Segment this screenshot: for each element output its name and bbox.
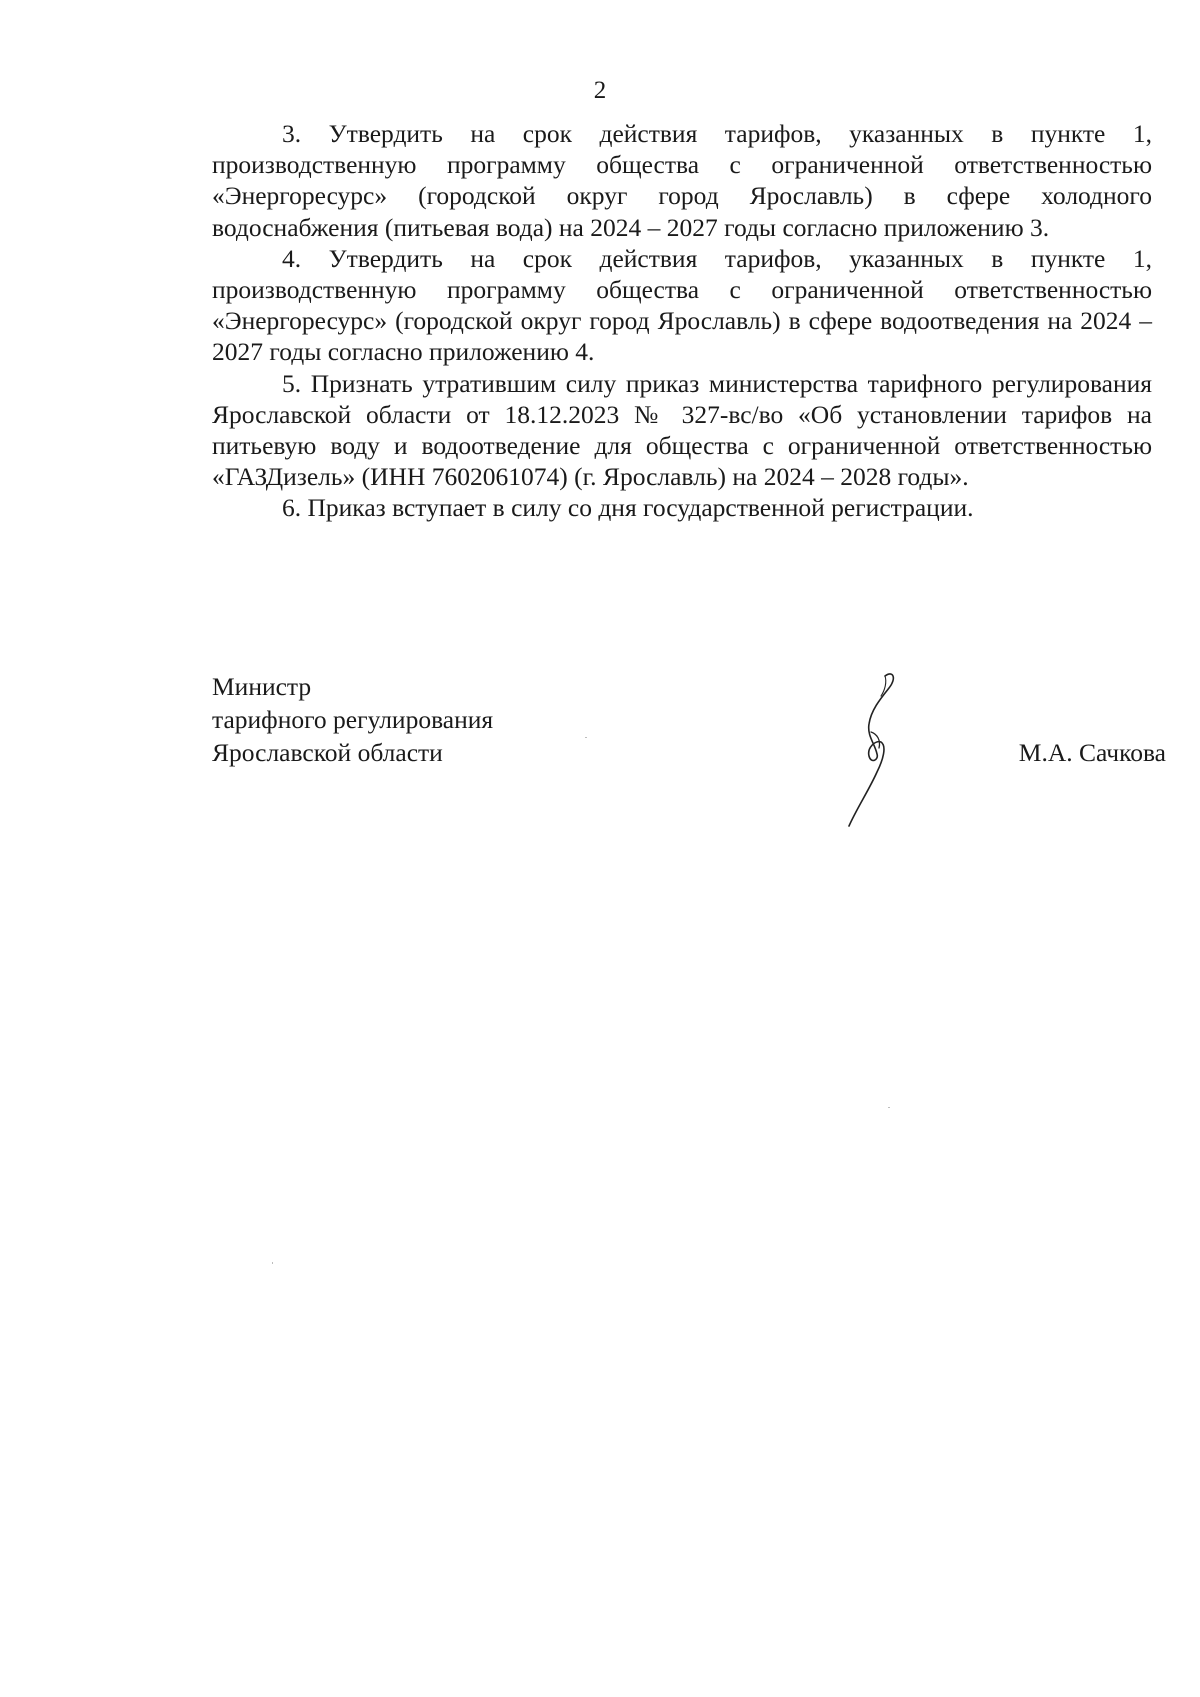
scan-speck	[585, 737, 587, 738]
paragraph-item-3: 3. Утвердить на срок действия тарифов, указанных в пункте 1, производственную программу общества с ограниченной ответственностью «Энергоресурс» (городской округ город Ярославль) в сфере холодного водоснабжения (питьевая вода) на 2024 – 2027 годы согласно приложению 3.	[212, 119, 1152, 242]
paragraph-item-5: 5. Признать утратившим силу приказ министерства тарифного регулирования Ярославской области от 18.12.2023 № 327-вс/во «Об установлении тарифов на питьевую воду и водоотведение для общества с ограниченной ответственностью «ГАЗДизель» (ИНН 7602061074) (г. Ярославль) на 2024 – 2028 годы».	[212, 368, 1152, 492]
signer-position-line-3: Ярославской области	[212, 738, 443, 767]
paragraph-item-4: 4. Утвердить на срок действия тарифов, указанных в пункте 1, производственную программу общества с ограниченной ответственностью «Энергоресурс» (городской округ город Ярославль) в сфере водоотведения на 2024 – 2027 годы согласно приложению 4.	[212, 243, 1152, 367]
signer-name: М.А. Сачкова	[1018, 738, 1166, 767]
signer-position-line-2: тарифного регулирования	[212, 705, 494, 734]
signer-position	[212, 670, 493, 769]
signer-position-line-1: Министр	[212, 672, 312, 701]
page-number: 2	[593, 77, 607, 104]
handwritten-signature	[827, 668, 907, 838]
order-body	[212, 118, 1152, 524]
paragraph-item-6: 6. Приказ вступает в силу со дня государственной регистрации.	[282, 493, 974, 523]
scan-speck	[888, 1107, 890, 1108]
signature-block	[212, 670, 1166, 850]
scan-speck	[272, 1262, 273, 1264]
